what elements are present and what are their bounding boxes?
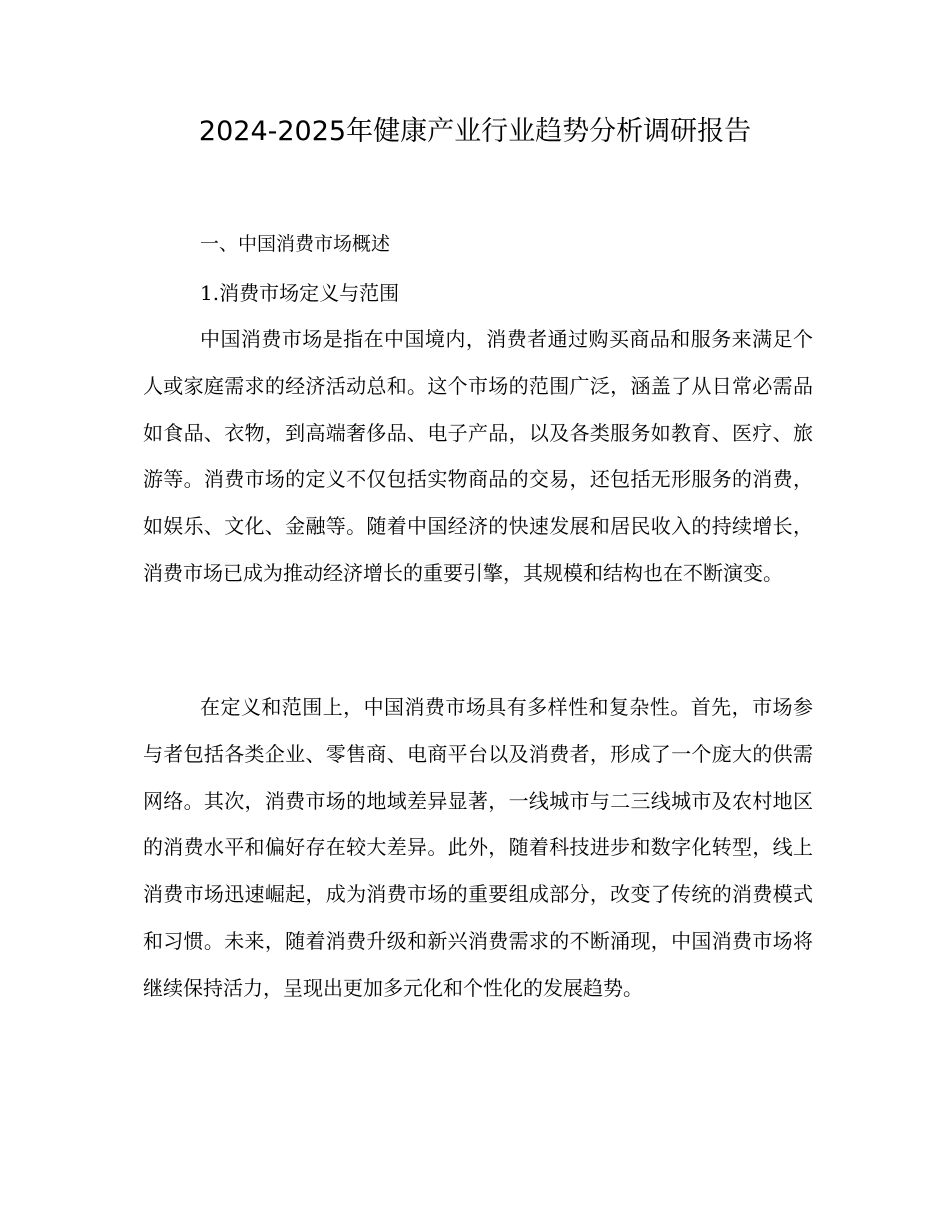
document-title: 2024-2025年健康产业行业趋势分析调研报告 [198,116,752,147]
body-paragraph: 中国消费市场是指在中国境内，消费者通过购买商品和服务来满足个人或家庭需求的经济活动总和。这个市场的范围广泛，涵盖了从日常必需品如食品、衣物，到高端奢侈品、电子产品，以及各类服务如教育、医疗、旅游等。消费市场的定义不仅包括实物商品的交易，还包括无形服务的消费，如娱乐、文化、金融等。随着中国经济的快速发展和居民收入的持续增长，消费市场已成为推动经济增长的重要引擎，其规模和结构也在不断演变。 [143,327,813,585]
subsection-heading: 1.消费市场定义与范围 [200,281,400,305]
body-paragraph: 在定义和范围上，中国消费市场具有多样性和复杂性。首先，市场参与者包括各类企业、零售商、电商平台以及消费者，形成了一个庞大的供需网络。其次，消费市场的地域差异显著，一线城市与二三线城市及农村地区的消费水平和偏好存在较大差异。此外，随着科技进步和数字化转型，线上消费市场迅速崛起，成为消费市场的重要组成部分，改变了传统的消费模式和习惯。未来，随着消费升级和新兴消费需求的不断涌现，中国消费市场将继续保持活力，呈现出更加多元化和个性化的发展趋势。 [143,695,813,1000]
section-heading: 一、中国消费市场概述 [200,233,391,255]
